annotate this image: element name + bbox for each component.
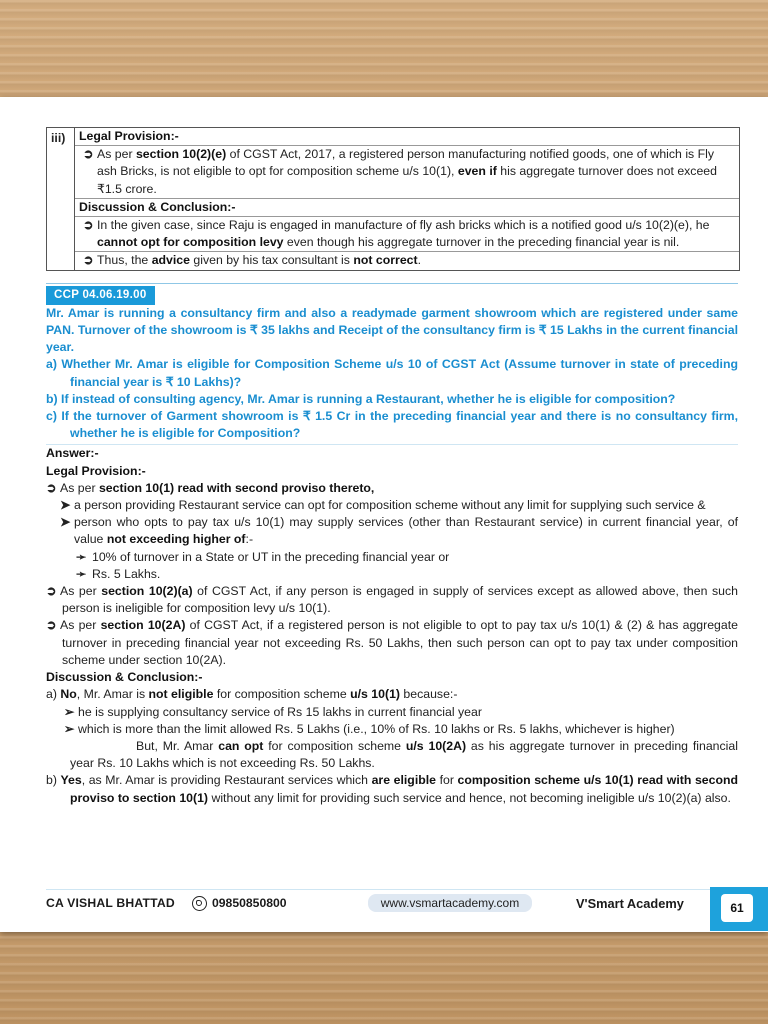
question-intro: Mr. Amar is running a consultancy firm and also a readymade garment showroom which are registered under same PAN. Turnover of the showroom is ₹ 35 lakhs and Receipt of the consultancy firm is ₹ 15 Lakhs in the current financial year. (46, 305, 738, 355)
chevron-bullet-icon: ➢ (64, 704, 75, 719)
answer-point-1 (46, 480, 738, 497)
chevron-bullet-icon: ➤ (60, 498, 71, 513)
section-ref: u/s 10(2A) (405, 738, 467, 753)
text-fragment: which is more than the limit allowed Rs. 5 Lakhs (i.e., 10% of Rs. 10 lakhs or Rs. 5 lakhs, whichever is higher) (78, 721, 675, 736)
footer-website[interactable]: www.vsmartacademy.com (368, 894, 532, 912)
section-ref: section 10(2)(a) (101, 584, 193, 599)
section-ref: composition scheme u/s 10(1) read with second proviso to section 10(1) (70, 773, 738, 805)
text-fragment: As per (60, 584, 102, 599)
emphasis: can opt (218, 738, 264, 753)
text-fragment: 10% of turnover in a State or UT in the preceding financial year or (92, 549, 450, 564)
section-ref: section 10(2)(e) (135, 147, 227, 162)
text-fragment: :- (245, 532, 254, 547)
section-ref: section 10(2A) (100, 618, 186, 633)
text-fragment: for composition scheme (213, 687, 351, 702)
answer-body (46, 445, 738, 806)
text-fragment: , Mr. Amar is (76, 687, 149, 702)
circle-arrow-icon: ➲ (83, 253, 94, 268)
text-fragment: But, Mr. Amar (136, 738, 219, 753)
question-c: c) If the turnover of Garment showroom is ₹ 1.5 Cr in the preceding financial year and there is no consultancy firm, whether he is eligible for Composition? (46, 409, 738, 441)
disc-point (79, 217, 737, 251)
text-fragment: as his aggregate turnover in preceding financial year Rs. 10 Lakhs which is not exceeding Rs. 50 Lakhs. (70, 738, 738, 771)
chevron-bullet-icon: ➤ (60, 515, 71, 530)
text-fragment: , as Mr. Amar is providing Restaurant services which (81, 773, 372, 788)
answer-legal-heading: Legal Provision:- (46, 463, 146, 478)
pointer-arrow-icon: ➛ (76, 549, 87, 564)
provision-body (75, 128, 739, 270)
emphasis: not exceeding higher of (106, 532, 246, 547)
footer-phone (192, 896, 368, 911)
answer-section (46, 444, 738, 806)
disc-heading: Discussion & Conclusion:- (79, 199, 236, 214)
circle-arrow-icon: ➲ (46, 618, 57, 633)
emphasis: cannot opt for composition levy (97, 235, 284, 250)
disc-heading-row (75, 199, 739, 217)
page-footer (46, 891, 710, 915)
legal-point (79, 146, 737, 198)
text-fragment: for composition scheme (263, 738, 406, 753)
page-content (46, 127, 738, 807)
text-fragment: he is supplying consultancy service of Rs 15 lakhs in current financial year (78, 704, 482, 719)
answer-a-bullet-2 (46, 721, 738, 738)
emphasis: advice (151, 253, 190, 268)
text-fragment: of CGST Act, if any person is engaged in supply of services except as allowed above, then such person is ineligible for composition levy u/s 10(1). (62, 584, 738, 616)
section-ref: section 10(1) read with second proviso thereto, (98, 480, 375, 495)
answer-sub-1 (46, 549, 738, 566)
chevron-bullet-icon: ➢ (64, 721, 75, 736)
disc-conclusion-row (75, 252, 739, 269)
text-fragment: As per (60, 618, 101, 633)
answer-a (46, 686, 738, 703)
text-fragment: of CGST Act, if a registered person is not eligible to opt to pay tax u/s 10(1) & (2) & has aggregate turnover in preceding financial year not exceeding Rs. 50 Lakhs, then such person can opt to pay tax under composition scheme under section 10(2A). (62, 618, 738, 667)
footer-author: CA VISHAL BHATTAD (46, 896, 175, 910)
answer-disc-heading: Discussion & Conclusion:- (46, 670, 203, 685)
text-fragment: Thus, the (97, 253, 152, 268)
pointer-arrow-icon: ➛ (76, 566, 87, 581)
text-fragment: a person providing Restaurant service can opt for composition scheme without any limit for supplying such service & (74, 498, 706, 513)
phone-number: 09850850800 (212, 896, 287, 910)
ccp-tag: CCP 04.06.19.00 (46, 286, 155, 305)
answer-b (46, 772, 738, 806)
text-fragment: even though his aggregate turnover in the preceding financial year is nil. (283, 235, 680, 250)
footer-divider (46, 889, 738, 890)
text-fragment: person who opts to pay tax u/s 10(1) may supply services (other than Restaurant service) in current financial year, of value (74, 515, 738, 547)
disc-point-row (75, 217, 739, 252)
answer-point-3 (46, 617, 738, 669)
emphasis: not eligible (148, 687, 214, 702)
circle-arrow-icon: ➲ (46, 480, 57, 495)
disc-conclusion (79, 252, 737, 269)
provision-table (46, 127, 740, 271)
emphasis: even if (457, 164, 497, 179)
answer-a-but (46, 738, 738, 772)
circle-arrow-icon: ➲ (83, 147, 94, 162)
page-number: 61 (721, 894, 753, 922)
question-a: a) Whether Mr. Amar is eligible for Composition Scheme u/s 10 of CGST Act (Assume turnover in state of preceding financial year is ₹ 10 Lakhs)? (46, 357, 738, 389)
answer-point-2 (46, 583, 738, 617)
whatsapp-icon (192, 896, 207, 911)
answer-a-bullet-1 (46, 704, 738, 721)
circle-arrow-icon: ➲ (83, 218, 94, 233)
text-fragment: As per (97, 147, 136, 162)
text-fragment: In the given case, since Raju is engaged in manufacture of fly ash bricks which is a notified good u/s 10(2)(e), he (97, 218, 710, 233)
text-fragment: a) (46, 687, 61, 702)
text-fragment: b) (46, 773, 61, 788)
answer-heading: Answer:- (46, 446, 99, 461)
answer-sub-2 (46, 566, 738, 583)
legal-point-row (75, 146, 739, 199)
circle-arrow-icon: ➲ (46, 584, 57, 599)
ccp-section (46, 283, 738, 443)
answer-bullet-1 (46, 497, 738, 514)
text-fragment: without any limit for providing such service and hence, not becoming ineligible u/s 10(2)(a) also. (208, 790, 731, 805)
text-fragment: his aggregate turnover does not exceed ₹1.5 crore. (97, 164, 717, 196)
text-fragment: given by his tax consultant is (189, 253, 354, 268)
emphasis: Yes (60, 773, 82, 788)
legal-heading: Legal Provision:- (79, 129, 179, 143)
text-fragment: because:- (400, 687, 458, 702)
emphasis: No (60, 687, 77, 702)
legal-heading-row (75, 128, 739, 146)
text-fragment: As per (60, 480, 99, 495)
question-b: b) If instead of consulting agency, Mr. Amar is running a Restaurant, whether he is eligible for composition? (46, 391, 676, 406)
row-number: iii) (47, 128, 75, 270)
emphasis: not correct (353, 253, 418, 268)
emphasis: are eligible (371, 773, 437, 788)
text-fragment: of CGST Act, 2017, a registered person manufacturing notified goods, one of which is Fly ash Bricks, is not eligible to opt for composition scheme u/s 10(1), (97, 147, 715, 179)
answer-bullet-2 (46, 514, 738, 548)
footer-brand: V'Smart Academy (576, 895, 684, 911)
section-ref: u/s 10(1) (350, 687, 401, 702)
text-fragment: Rs. 5 Lakhs. (92, 566, 161, 581)
text-fragment: for (436, 773, 458, 788)
document-page (0, 97, 768, 932)
text-fragment: . (417, 253, 422, 268)
ccp-question (46, 305, 738, 443)
